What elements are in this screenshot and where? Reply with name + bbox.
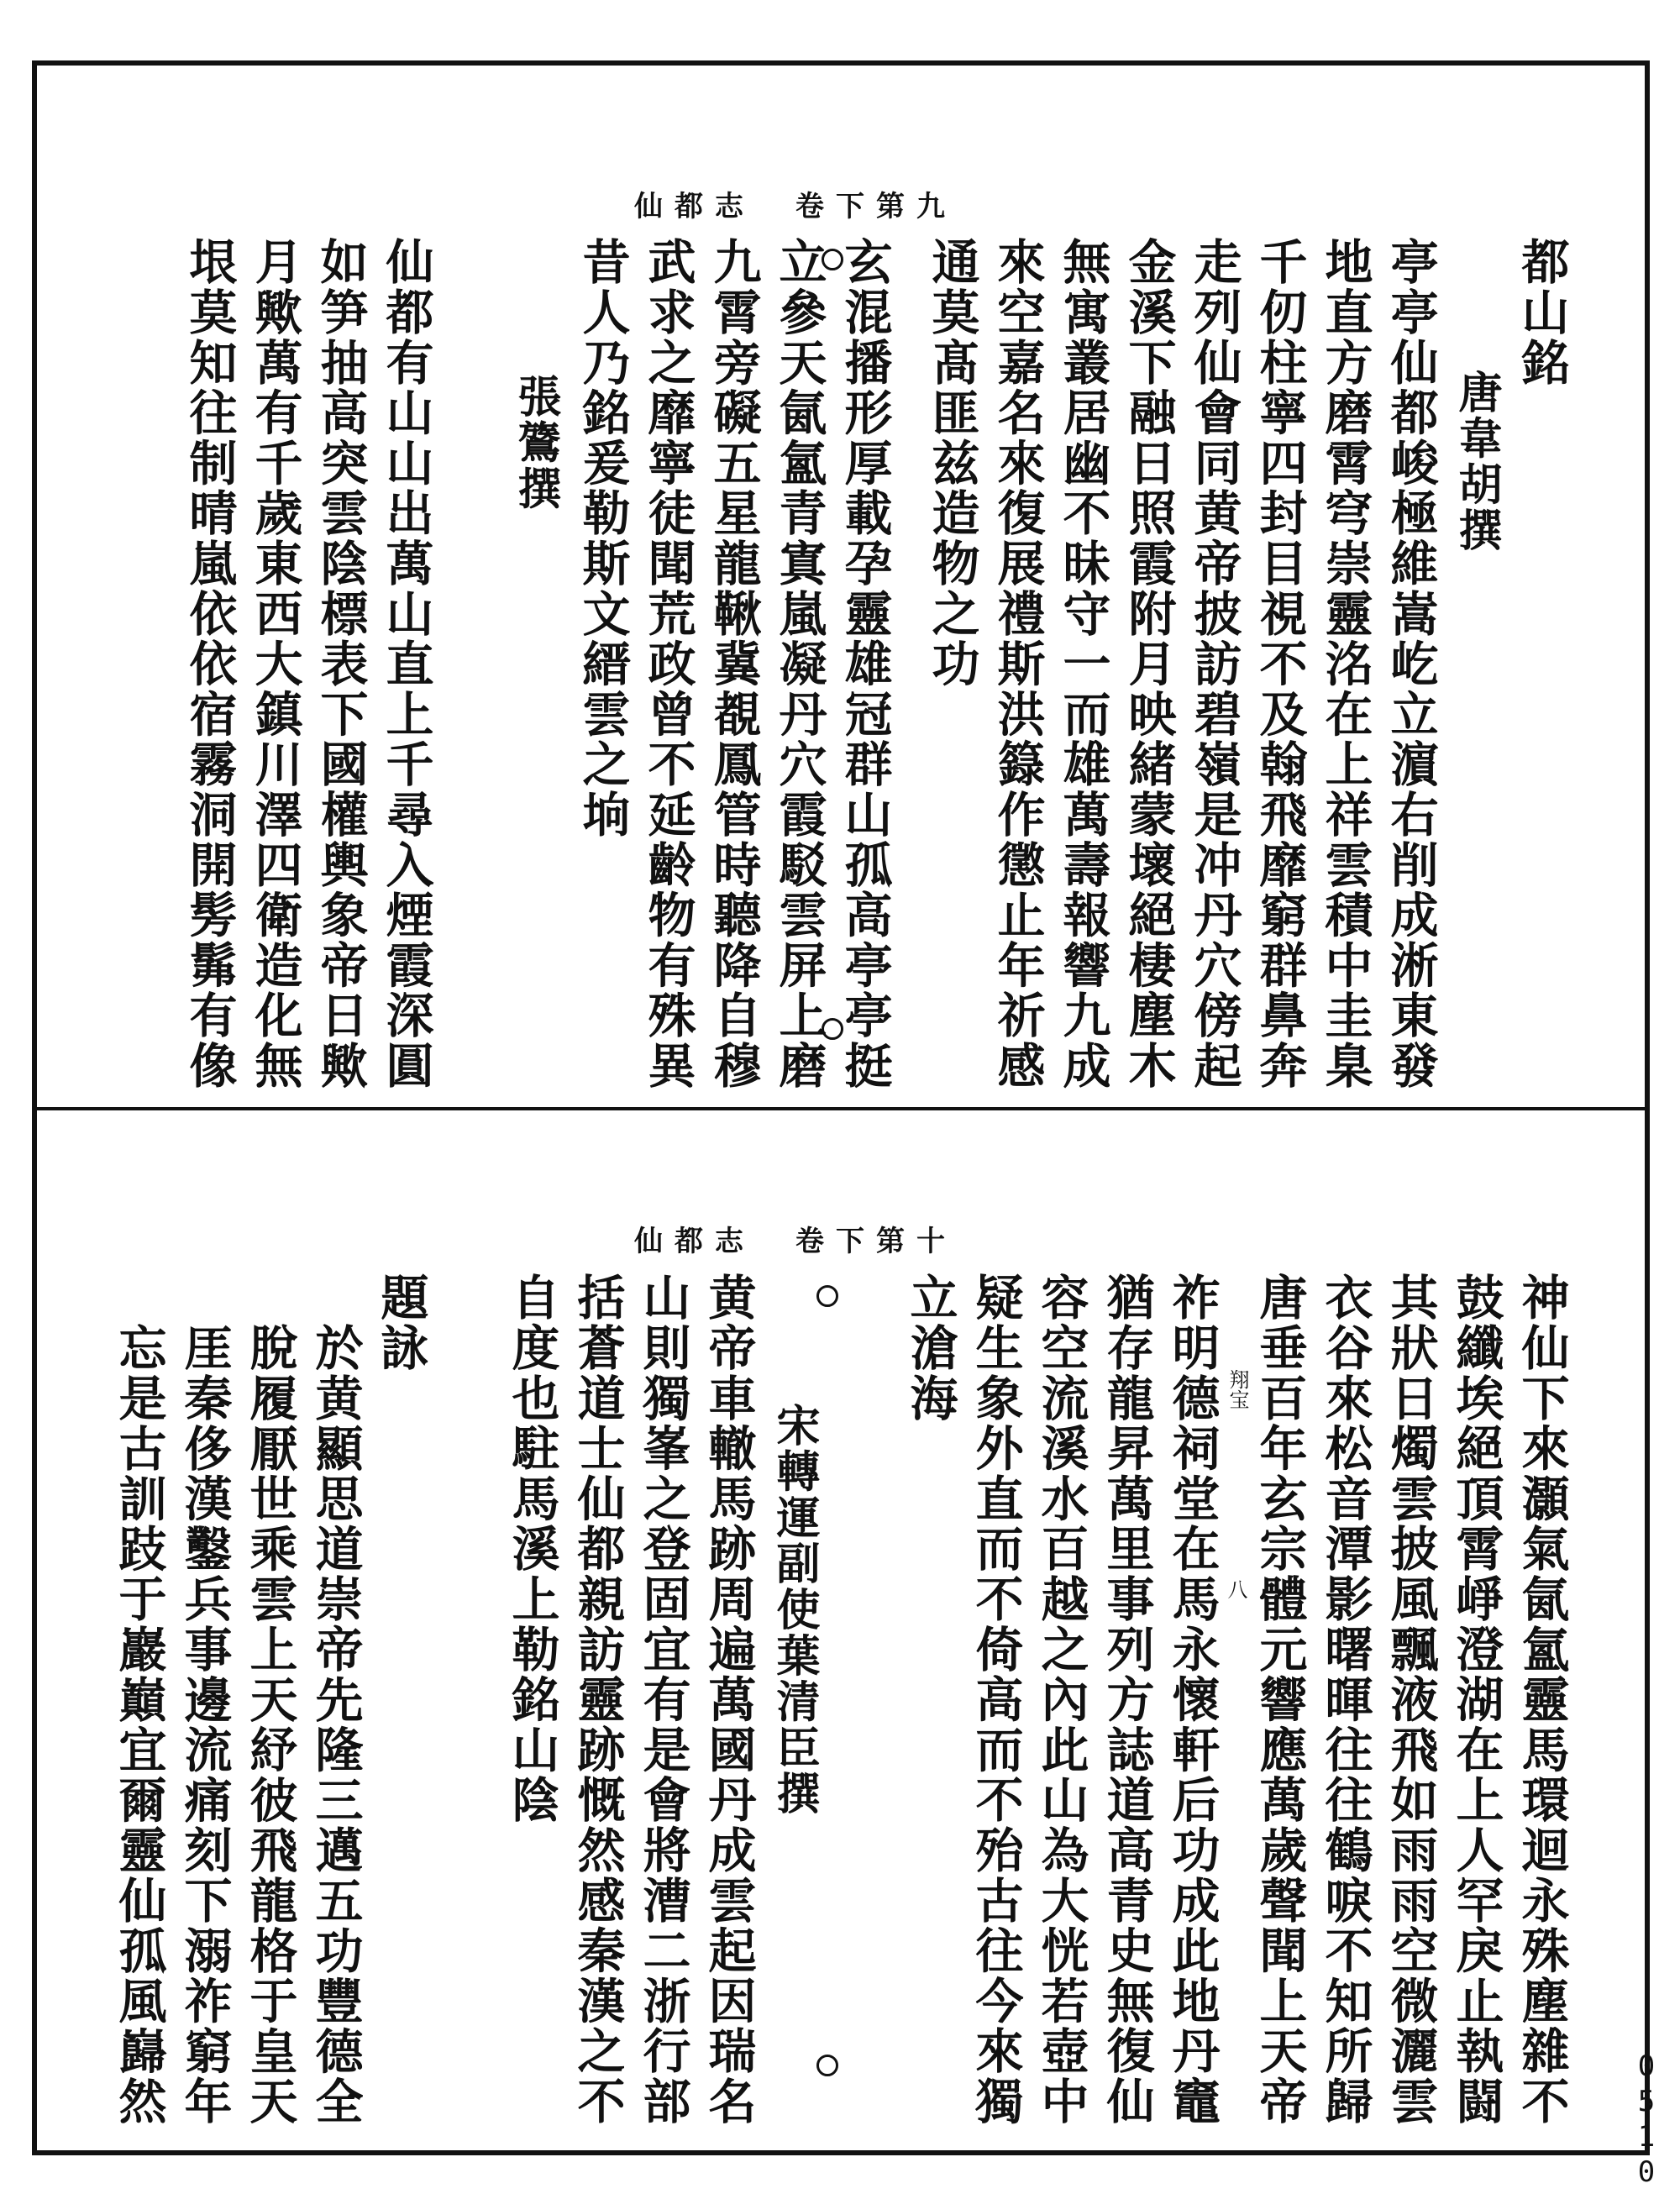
bottom-col-heading: 題詠	[373, 1273, 429, 1373]
top-col-7: 金溪下融日照霞附月映緒蒙壞絕棲塵木	[1121, 237, 1177, 1091]
top-col-18: 如笋抽高突雲陰標表下國權輿象帝日歟	[312, 237, 369, 1091]
bottom-col-18: 脫履厭世乘雲上天紓彼飛龍格于皇天	[242, 1323, 298, 2127]
top-col-6: 走列仙會同黄帝披訪碧嶺是冲丹穴傍起	[1186, 237, 1242, 1091]
top-col-9: 來空嘉名來復展禮斯洪籙作懲止年祈感	[990, 237, 1046, 1091]
bottom-col-15: 自度也駐馬溪上勒銘山陰	[504, 1273, 560, 1825]
top-col-13: 九霄旁礙五星龍鞦冀覩鳳管時聽降自穆	[706, 237, 762, 1091]
bottom-col-17: 於黄顯思道崇帝先隆三邁五功豐德全	[307, 1323, 364, 2127]
top-col-20: 垠莫知往制晴嵐依依宿霧洞開髣髴有像	[181, 237, 238, 1091]
bottom-col-1: 神仙下來灝氣氤氳靈馬環迴永殊塵雜不	[1514, 1273, 1570, 2127]
top-col-10: 通莫髙匪兹造物之功	[924, 237, 980, 690]
bottom-col-12: 黄帝車轍馬跡周遍萬國丹成雲起因瑞名	[701, 1273, 757, 2127]
top-col-author-1: 唐韋胡撰	[1451, 370, 1502, 554]
top-col-author-2: 張鷟撰	[510, 374, 561, 512]
bottom-col-9: 疑生象外直而不倚高而不殆古往今來獨	[968, 1273, 1024, 2127]
top-col-17: 仙都有山山出萬山直上千尋入煙霞深圓	[378, 237, 434, 1091]
bottom-col-8: 容空流溪水百越之內此山為大恍若壺中	[1033, 1273, 1089, 2127]
small-note-1: 八	[1224, 1579, 1247, 1599]
bottom-col-4: 衣谷來松音潭影曙暉往往鶴唳不知所歸	[1317, 1273, 1373, 2127]
page-divider	[32, 1107, 1650, 1110]
bottom-col-2: 鼓纖埃絕頂霄崢澄湖在上人罕戾止執闘	[1448, 1273, 1504, 2127]
top-col-11: 玄混播形厚載孕靈雄冠群山孤高亭亭挺	[837, 237, 893, 1091]
circle-marker-icon	[822, 1018, 843, 1040]
top-col-title: 都山銘	[1514, 237, 1570, 388]
circle-marker-icon	[816, 2055, 838, 2076]
bottom-page-header: 仙都志 卷下第十	[634, 1225, 957, 1258]
bottom-col-20: 忘是古訓跂于巖巔宜爾靈仙孤風巋然	[111, 1323, 167, 2127]
top-col-14: 武求之靡寧徒聞荒政曾不延齡物有殊異	[640, 237, 696, 1091]
top-col-5: 千仞柱寧四封目視不及翰飛靡窮群鼻奔	[1252, 237, 1308, 1091]
circle-marker-icon	[816, 1285, 838, 1307]
bottom-col-13: 山則獨峯之登固宜有是會將漕二浙行部	[635, 1273, 691, 2127]
top-col-4: 地直方磨霄穹崇靈洺在上祥雲積中圭臬	[1317, 237, 1373, 1091]
top-col-3: 亭亭仙都峻極維嵩屹立濵右削成淅東發	[1383, 237, 1439, 1091]
circle-marker-icon	[822, 249, 843, 270]
small-note-2: 翔宝	[1226, 1369, 1249, 1409]
top-page-header: 仙都志 卷下第九	[634, 190, 957, 223]
top-col-19: 月歟萬有千歲東西大鎮川澤四衛造化無	[247, 237, 303, 1091]
bottom-col-7: 猶存龍昇萬里事列方誌道高青史無復仙	[1099, 1273, 1155, 2127]
bottom-col-author: 宋轉運副使葉清臣撰	[769, 1403, 820, 1818]
top-col-15: 昔人乃銘爰勒斯文縉雲之垧	[575, 237, 631, 840]
top-col-8: 無寓叢居幽不昧守一而雄萬壽報響九成	[1055, 237, 1111, 1091]
top-col-12: 立參天氤氳青寘嵐凝丹穴霞駁雲屏上磨	[771, 237, 827, 1091]
bottom-col-14: 括蒼道士仙都親訪靈跡慨然感秦漢之不	[570, 1273, 626, 2127]
bottom-col-19: 厓秦侈漢鑿兵事邊流痛刻下溺祚窮年	[176, 1323, 233, 2127]
page-number: 0510	[1630, 2049, 1663, 2191]
bottom-col-6: 祚明德祠堂在馬永懷軒后功成此地丹竈	[1164, 1273, 1221, 2127]
bottom-col-3: 其狀日燭雲披風飄液飛如雨雨空微灑雲	[1383, 1273, 1439, 2127]
bottom-col-10: 立滄海	[902, 1273, 958, 1424]
bottom-col-5: 唐垂百年玄宗體元響應萬歲聲聞上天帝	[1252, 1273, 1308, 2127]
